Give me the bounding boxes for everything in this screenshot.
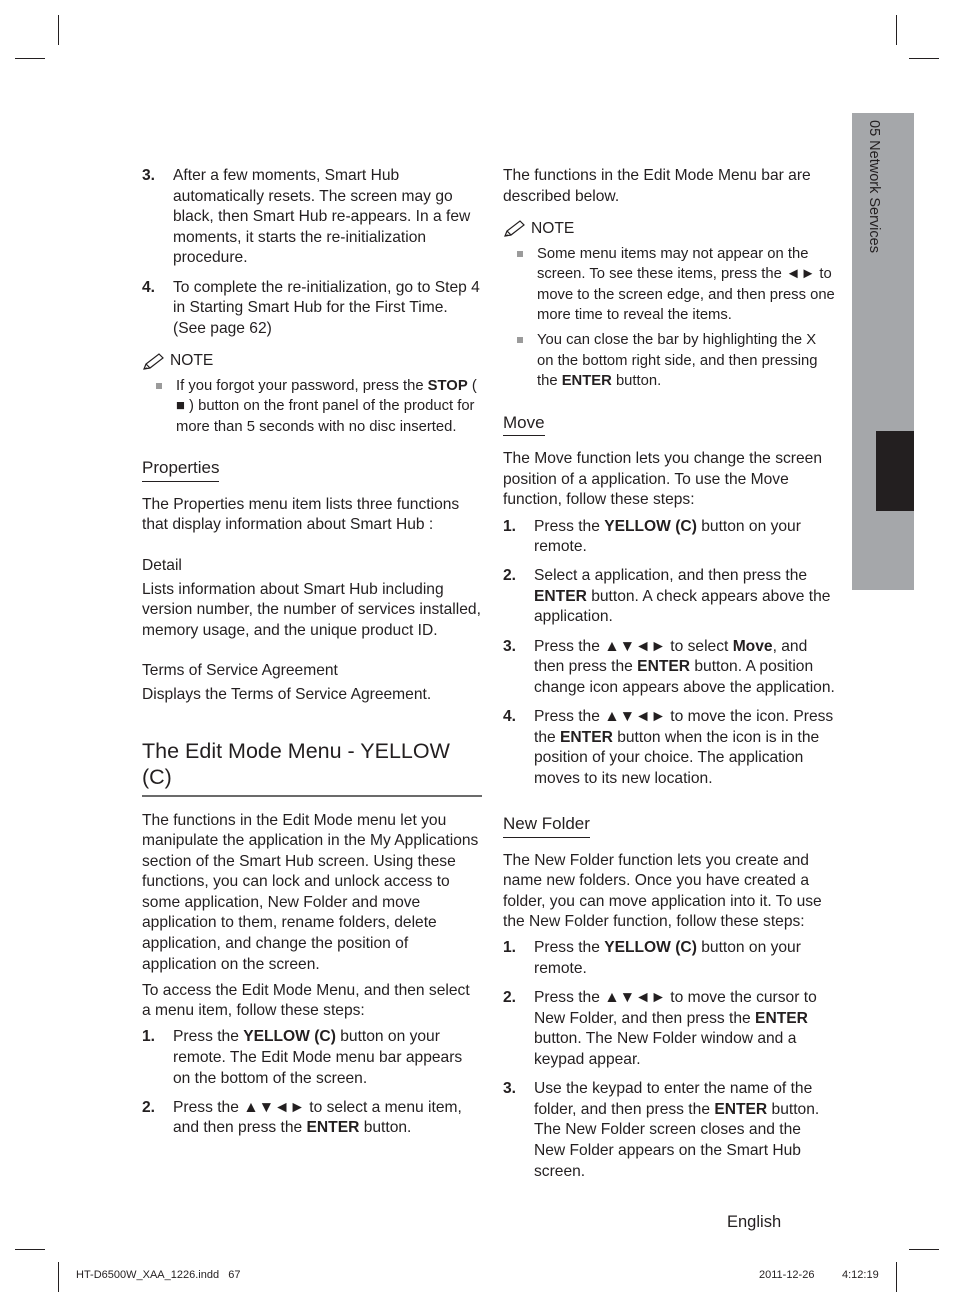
step-number: 2.	[503, 989, 517, 1007]
step-item	[503, 938, 835, 979]
pencil-note-icon	[142, 353, 166, 371]
crop-mark	[15, 58, 45, 59]
step-number: 3.	[142, 167, 156, 184]
detail-heading: Detail	[142, 556, 182, 574]
step-text: Press the ▲▼◄► to move the icon. Press the	[534, 708, 834, 746]
crop-mark	[909, 1249, 939, 1250]
step-item	[503, 566, 835, 628]
step-text: To complete the re-initialization, go to Step 4 in Starting Smart Hub for the First Time. (See page 62)	[173, 278, 480, 337]
step-text: , and then press the	[534, 637, 808, 676]
step-bold: ENTER	[714, 1100, 768, 1118]
pencil-note-icon	[503, 220, 527, 238]
step-number: 3.	[503, 637, 517, 655]
step-text: button. The New Folder window and a keypad appear.	[534, 1030, 797, 1069]
bullet-square-icon	[517, 251, 523, 257]
step-item	[503, 517, 835, 558]
step-item	[142, 1027, 482, 1089]
new-folder-heading: New Folder	[503, 814, 590, 838]
step-text: button.	[359, 1119, 412, 1137]
step-bold: YELLOW (C)	[243, 1028, 336, 1046]
step-text: button. The New Folder screen closes and the New Folder appears on the Smart Hub screen.	[534, 1100, 820, 1180]
step-item	[142, 278, 482, 340]
bullet-square-icon	[517, 337, 523, 343]
step-number: 4.	[503, 708, 517, 726]
step-bold: ENTER	[306, 1119, 360, 1137]
move-text: The Move function lets you change the screen position of a application. To use the Move function, follow these steps:	[503, 450, 822, 509]
step-text: Press the	[534, 939, 605, 957]
step-number: 2.	[503, 567, 517, 585]
step-bold: YELLOW (C)	[604, 517, 697, 535]
edit-para: The functions in the Edit Mode menu let you manipulate the application in the My Applications section of the Smart Hub screen. Using these functions, you can lock and unlock access to some application, New Folder and move application to them, rename folders, delete application, and change the position of application on the screen.	[142, 811, 479, 973]
step-item	[503, 707, 835, 789]
new-folder-text: The New Folder function lets you create and name new folders. Once you have created a folder, you can move application into it. To use the New Folder function, follow these steps:	[503, 851, 822, 931]
step-text: Press the	[173, 1028, 244, 1046]
crop-mark	[909, 58, 939, 59]
note-bullet	[503, 330, 835, 391]
note-text: If you forgot your password, press the	[176, 377, 428, 394]
crop-mark	[896, 15, 897, 45]
crop-mark	[896, 1262, 897, 1292]
edit-para: To access the Edit Mode Menu, and then select a menu item, follow these steps:	[142, 981, 470, 1020]
move-heading: Move	[503, 413, 545, 437]
properties-heading: Properties	[142, 458, 219, 482]
step-bold: ENTER	[755, 1009, 808, 1027]
step-text: button on your remote. The Edit Mode menu bar appears on the bottom of the screen.	[173, 1028, 463, 1087]
bullet-square-icon	[156, 383, 162, 389]
step-number: 3.	[503, 1080, 517, 1098]
step-item	[142, 166, 482, 269]
chapter-tab-label: 05 Network Services	[866, 120, 882, 253]
step-number: 1.	[142, 1028, 156, 1046]
step-text: button when the icon is in the position of your choice. The application moves to its new location.	[534, 728, 820, 787]
step-text: Use the keypad to enter the name of the folder, and then press the	[534, 1080, 813, 1118]
step-text: button. A position change icon appears above the application.	[534, 658, 835, 696]
note-text: You can close the bar by highlighting the X on the bottom right side, and then pressing the	[537, 332, 818, 390]
note-bold: ENTER	[561, 373, 612, 390]
chapter-tab-marker	[876, 431, 914, 511]
crop-mark	[15, 1249, 45, 1250]
note-label: NOTE	[531, 220, 575, 238]
note-text: ( ■ ) button on the front panel of the product for more than 5 seconds with no disc inserted.	[176, 377, 477, 435]
terms-text: Displays the Terms of Service Agreement.	[142, 685, 432, 703]
step-item	[142, 1098, 482, 1139]
step-item	[503, 988, 835, 1070]
terms-heading: Terms of Service Agreement	[142, 662, 338, 680]
detail-text: Lists information about Smart Hub including version number, the number of services installed, memory usage, and the unique product ID.	[142, 580, 481, 639]
step-item	[503, 1079, 835, 1182]
note-text: Some menu items may not appear on the screen. To see these items, press the ◄► to move to the screen edge, and then press one more time to reveal the items.	[537, 245, 835, 323]
step-text: Press the ▲▼◄► to move the cursor to New Folder, and then press the	[534, 989, 817, 1027]
step-number: 2.	[142, 1098, 156, 1116]
step-bold: YELLOW (C)	[604, 939, 697, 957]
step-text: Select a application, and then press the	[534, 567, 808, 585]
note-label: NOTE	[170, 352, 214, 370]
note-bullet	[503, 244, 835, 326]
note-text: button.	[611, 373, 662, 390]
step-text: button on your remote.	[534, 939, 801, 978]
step-item	[503, 637, 835, 699]
crop-mark	[58, 1262, 59, 1292]
step-number: 4.	[142, 278, 156, 296]
slug-date: 2011-12-26	[759, 1269, 815, 1281]
intro-text: The functions in the Edit Mode Menu bar are described below.	[503, 167, 811, 205]
step-text: button. A check appears above the application.	[534, 587, 831, 626]
step-bold: Move	[732, 637, 773, 655]
step-bold: ENTER	[534, 587, 587, 605]
footer-language: English	[727, 1213, 782, 1231]
step-text: Press the ▲▼◄► to select a menu item, and then press the	[173, 1098, 462, 1137]
properties-text: The Properties menu item lists three functions that display information about Smart Hub :	[142, 495, 460, 534]
step-text: button on your remote.	[534, 517, 801, 556]
note-header	[142, 351, 482, 372]
step-text: After a few moments, Smart Hub automatically resets. The screen may go black, then Smart Hub re-appears. In a few moments, it starts the re-initialization procedure.	[173, 167, 471, 267]
section-heading: The Edit Mode Menu - YELLOW (C)	[142, 738, 482, 797]
step-text: Press the ▲▼◄► to select	[534, 637, 733, 655]
step-bold: ENTER	[560, 728, 613, 746]
slug-time: 4:12:19	[842, 1269, 879, 1281]
step-number: 1.	[503, 939, 517, 957]
slug-file: HT-D6500W_XAA_1226.indd 67	[76, 1269, 241, 1281]
crop-mark	[58, 15, 59, 45]
note-header	[503, 219, 835, 240]
left-column	[142, 166, 482, 1148]
note-bold: STOP	[427, 377, 468, 394]
step-text: Press the	[534, 517, 605, 535]
note-bullet	[142, 376, 482, 437]
step-bold: ENTER	[637, 658, 691, 676]
step-number: 1.	[503, 517, 517, 535]
right-column	[503, 166, 835, 1191]
